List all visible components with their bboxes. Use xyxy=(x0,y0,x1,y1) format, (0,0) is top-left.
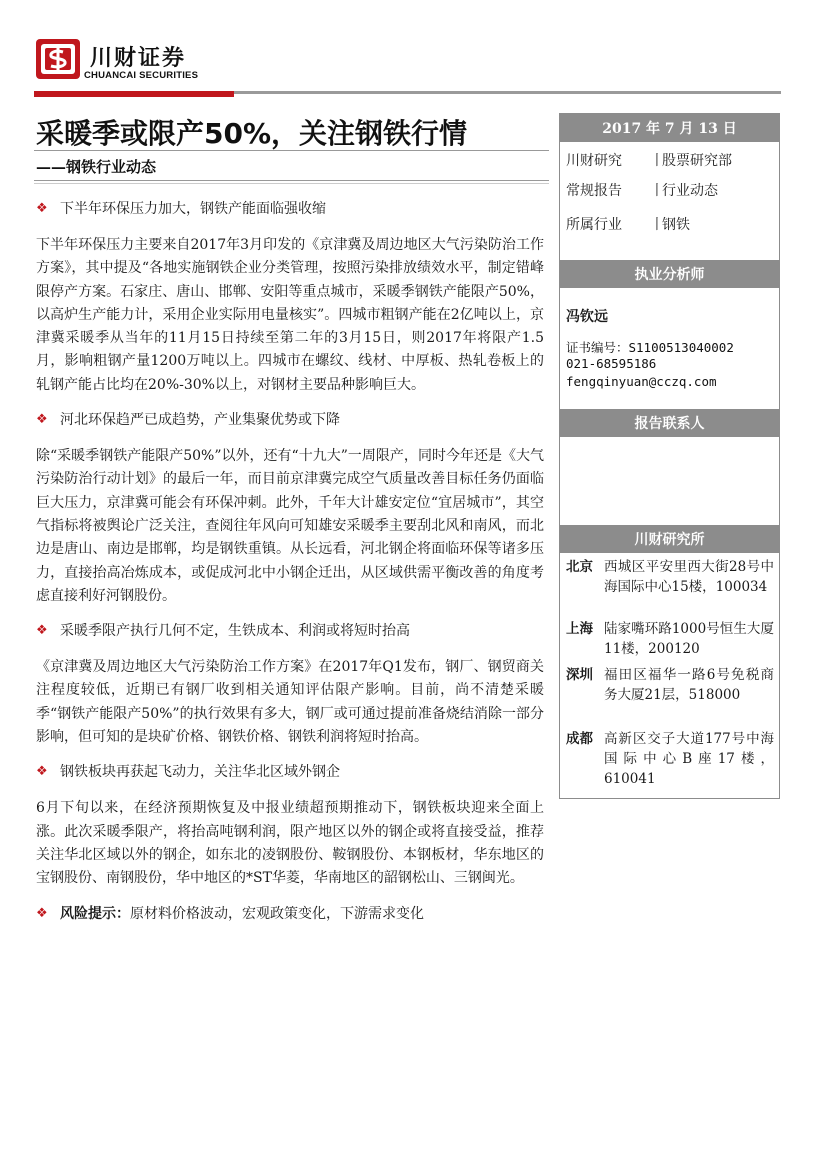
section-heading xyxy=(36,198,544,220)
section-heading xyxy=(36,761,544,783)
section-heading-text: 河北环保趋严已成趋势，产业集聚优势或下降 xyxy=(60,412,340,429)
office-chengdu: 成都 高新区交子大道177号中海国际中心B座17楼，610041 xyxy=(566,731,774,787)
analyst-email[interactable]: fengqinyuan@cczq.com xyxy=(566,374,717,389)
section-heading-text: 采暖季限产执行几何不定，生铁成本、利润或将短时抬高 xyxy=(60,623,410,640)
office-shenzhen: 深圳 福田区福华一路6号免税商务大厦21层，518000 xyxy=(566,667,774,703)
brand-name-cn: 川财证券 xyxy=(90,46,187,71)
section-paragraph: 6月下旬以来，在经济预期恢复及中报业绩超预期推动下，钢铁板块迎来全面上涨。此次采暖季限产，将抬高吨钢利润，限产地区以外的钢企或将直接受益，推荐关注华北区域以外的钢企，如东北的凌钢股份、鞍钢股份、本钢板材，华东地区的宝钢股份、南钢股份，华中地区的*ST华菱，华南地区的韶钢松山、三钢闽光。 xyxy=(36,800,544,887)
risk-label: 风险提示： xyxy=(60,905,130,922)
info-sidebar xyxy=(559,113,780,799)
diamond-bullet-icon: ❖ xyxy=(36,905,48,921)
subtitle-divider xyxy=(34,180,549,181)
report-subtitle: ——钢铁行业动态 xyxy=(36,158,157,176)
section-heading xyxy=(36,409,544,431)
title-divider xyxy=(34,150,549,151)
section-heading xyxy=(36,620,544,642)
info-row-research: 川财研究 丨 股票研究部 xyxy=(566,153,732,169)
subtitle-divider-thin xyxy=(34,183,549,184)
report-date: 2017 年 7 月 13 日 xyxy=(560,114,779,142)
section-heading-text: 钢铁板块再获起飞动力，关注华北区域外钢企 xyxy=(60,764,340,781)
info-row-report-type: 常规报告 丨 行业动态 xyxy=(566,183,718,199)
diamond-bullet-icon: ❖ xyxy=(36,623,48,639)
section-paragraph: 下半年环保压力主要来自2017年3月印发的《京津冀及周边地区大气污染防治工作方案》，其中提及“各地实施钢铁企业分类管理，按照污染排放绩效水平，制定错峰限停产方案。石家庄、唐山、邯郸、安阳等重点城市，采暖季钢铁产能限产50%，以高炉生产能力计，采用企业实际用电量核实”。四城市粗钢产能在2亿吨以上，京津冀采暖季从当年的11月15日持续至第二年的3月15日，则2017年将限产1.5月，影响粗钢产量1200万吨以上。四城市在螺纹、线材、中厚板、热轧卷板上的轧钢产能占比均在20%-30%以上，对钢材主要品种影响巨大。 xyxy=(36,237,544,393)
section-paragraph: 除“采暖季钢铁产能限产50%”以外，还有“十九大”一周限产，同时今年还是《大气污染防治行动计划》的最后一年，而目前京津冀完成空气质量改善目标任务仍面临巨大压力，京津冀可能会有环保冲刺。此外，千年大计雄安定位“宜居城市”，其空气指标将被舆论广泛关注，查阅往年风向可知雄安采暖季主要刮北风和南风，而北边是唐山、南边是邯郸，均是钢铁重镇。从长远看，河北钢企将面临环保等诸多压力，直接抬高冶炼成本，或促成河北中小钢企迁出，从区域供需平衡改善的角度考虑直接利好河钢股份。 xyxy=(36,448,544,604)
analyst-phone: 021-68595186 xyxy=(566,356,657,371)
dollar-shield-logo-icon xyxy=(36,39,80,79)
institute-header: 川财研究所 xyxy=(560,525,779,553)
analyst-cert: 证书编号：S1100513040002 xyxy=(566,340,734,355)
report-title: 采暖季或限产50%，关注钢铁行情 xyxy=(36,117,468,150)
risk-warning xyxy=(36,903,544,925)
brand-logo xyxy=(36,39,80,79)
section-heading-text: 下半年环保压力加大，钢铁产能面临强收缩 xyxy=(60,201,326,217)
analyst-header: 执业分析师 xyxy=(560,260,779,288)
diamond-bullet-icon: ❖ xyxy=(36,201,48,216)
office-beijing: 北京 西城区平安里西大街28号中海国际中心15楼，100034 xyxy=(566,559,774,595)
diamond-bullet-icon: ❖ xyxy=(36,412,48,428)
header-accent-bar xyxy=(34,91,234,97)
diamond-bullet-icon: ❖ xyxy=(36,764,48,780)
section-paragraph: 《京津冀及周边地区大气污染防治工作方案》在2017年Q1发布，钢厂、钢贸商关注程度较低，近期已有钢厂收到相关通知评估限产影响。目前，尚不清楚采暖季“钢铁产能限产50%”的执行效果有多大，钢厂或可通过提前准备烧结消除一部分影响，但可知的是块矿价格、钢铁价格、钢铁利润将短时抬高。 xyxy=(36,659,544,746)
info-row-industry: 所属行业 丨 钢铁 xyxy=(566,217,690,233)
risk-text: 原材料价格波动，宏观政策变化，下游需求变化 xyxy=(130,905,424,922)
analyst-name: 冯钦远 xyxy=(566,309,608,325)
report-body xyxy=(36,198,544,939)
brand-name-en: CHUANCAI SECURITIES xyxy=(84,70,199,81)
contact-header: 报告联系人 xyxy=(560,409,779,437)
office-shanghai: 上海 陆家嘴环路1000号恒生大厦11楼，200120 xyxy=(566,621,774,657)
